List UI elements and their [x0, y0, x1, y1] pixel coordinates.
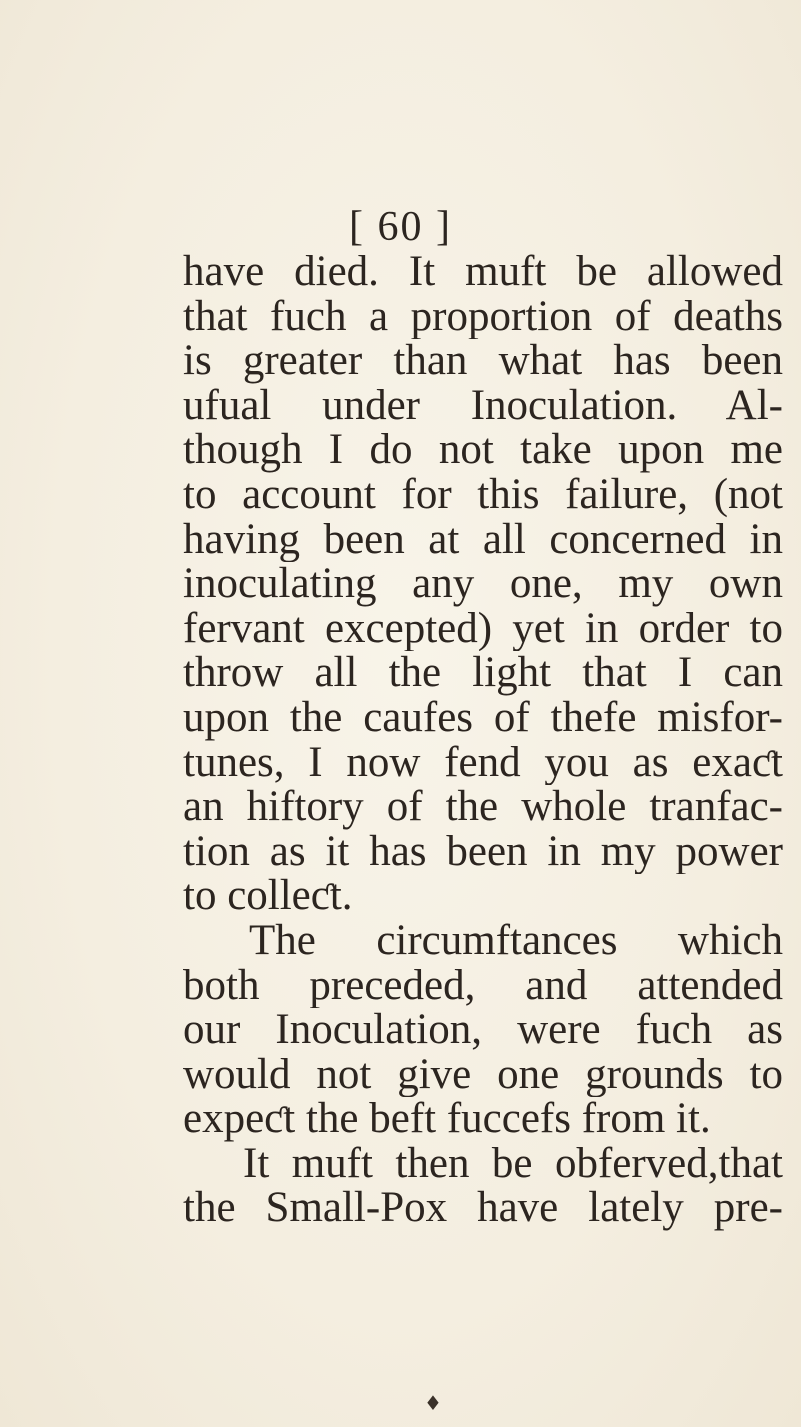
text-line: tunes, I now fend you as exaƈt — [183, 740, 783, 786]
body-text — [183, 250, 783, 1231]
text-line: inoculating any one, my own — [183, 562, 783, 607]
text-line: have died. It muft be allowed — [183, 250, 783, 295]
text-line: having been at all concerned in — [183, 517, 783, 563]
text-line: the Small-Pox have lately pre- — [183, 1186, 783, 1232]
paragraph-start-line: The circumftances which — [249, 918, 783, 964]
page-number: [ 60 ] — [349, 204, 452, 250]
text-line: that fuch a proportion of deaths — [183, 294, 783, 340]
text-line: is greater than what has been — [183, 339, 783, 384]
text-line: ufual under Inoculation. Al- — [183, 383, 783, 429]
text-line: fervant excepted) yet in order to — [183, 606, 783, 652]
text-line: expeƈt the beft fuccefs from it. — [183, 1097, 711, 1142]
text-line: both preceded, and attended — [183, 963, 783, 1009]
footer-mark: ♦ — [424, 1391, 442, 1415]
paragraph-start-line: It muft then be obferved,that — [243, 1141, 783, 1187]
text-line: though I do not take upon me — [183, 428, 783, 473]
text-line: throw all the light that I can — [183, 651, 783, 696]
text-line: tion as it has been in my power — [183, 829, 783, 875]
text-line: would not give one grounds to — [183, 1052, 783, 1098]
text-line: our Inoculation, were fuch as — [183, 1008, 783, 1053]
text-line: to account for this failure, (not — [183, 472, 783, 518]
text-line: an hiftory of the whole tranfac- — [183, 785, 783, 830]
text-line: upon the caufes of thefe misfor- — [183, 695, 783, 741]
text-line: to colleƈt. — [183, 874, 353, 919]
